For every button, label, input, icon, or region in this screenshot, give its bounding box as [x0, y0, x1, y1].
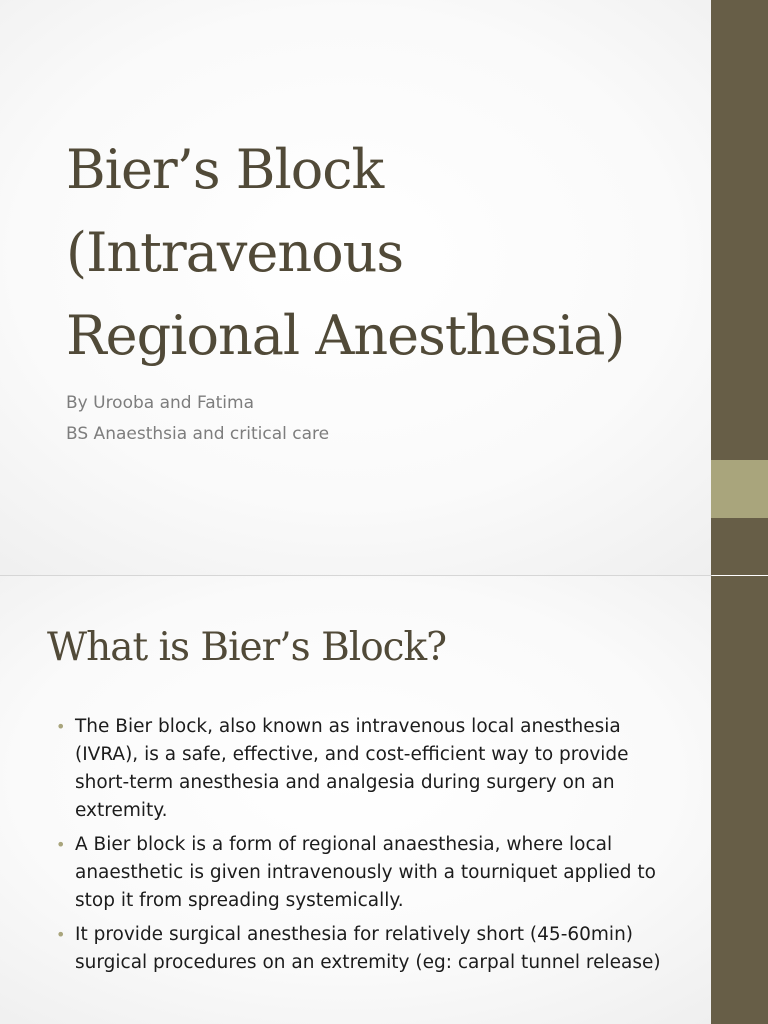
title-line: Regional Anesthesia) — [66, 304, 625, 367]
bullet-text: A Bier block is a form of regional anaesthesia, where local anaesthetic is given intravenously with a tourniquet applied to stop it from spreading systemically. — [75, 834, 656, 911]
side-accent — [711, 460, 768, 518]
bullet-text: The Bier block, also known as intravenous local anesthesia (IVRA), is a safe, effective, and cost-efficient way to provide short-term anesthesia and analgesia during surgery on an extremity. — [75, 716, 629, 821]
bullet-text: It provide surgical anesthesia for relatively short (45-60min) surgical procedures on an extremity (eg: carpal tunnel release) — [75, 924, 661, 973]
bullet-icon: • — [56, 835, 66, 854]
program: BS Anaesthsia and critical care — [66, 424, 330, 444]
bullet-item — [56, 831, 686, 915]
content-slide — [0, 576, 768, 1024]
title-line: (Intravenous — [66, 221, 404, 284]
bullet-item — [56, 921, 686, 977]
slide-subtitle — [66, 388, 329, 450]
slide-heading: What is Bier’s Block? — [47, 625, 447, 670]
side-bar — [711, 576, 768, 1024]
bullet-icon: • — [56, 717, 66, 736]
authors: By Urooba and Fatima — [66, 393, 254, 413]
title-line: Bier’s Block — [66, 138, 384, 201]
bullet-icon: • — [56, 925, 66, 944]
slide-title — [66, 128, 706, 377]
bullet-list — [56, 713, 686, 983]
bullet-item — [56, 713, 686, 825]
